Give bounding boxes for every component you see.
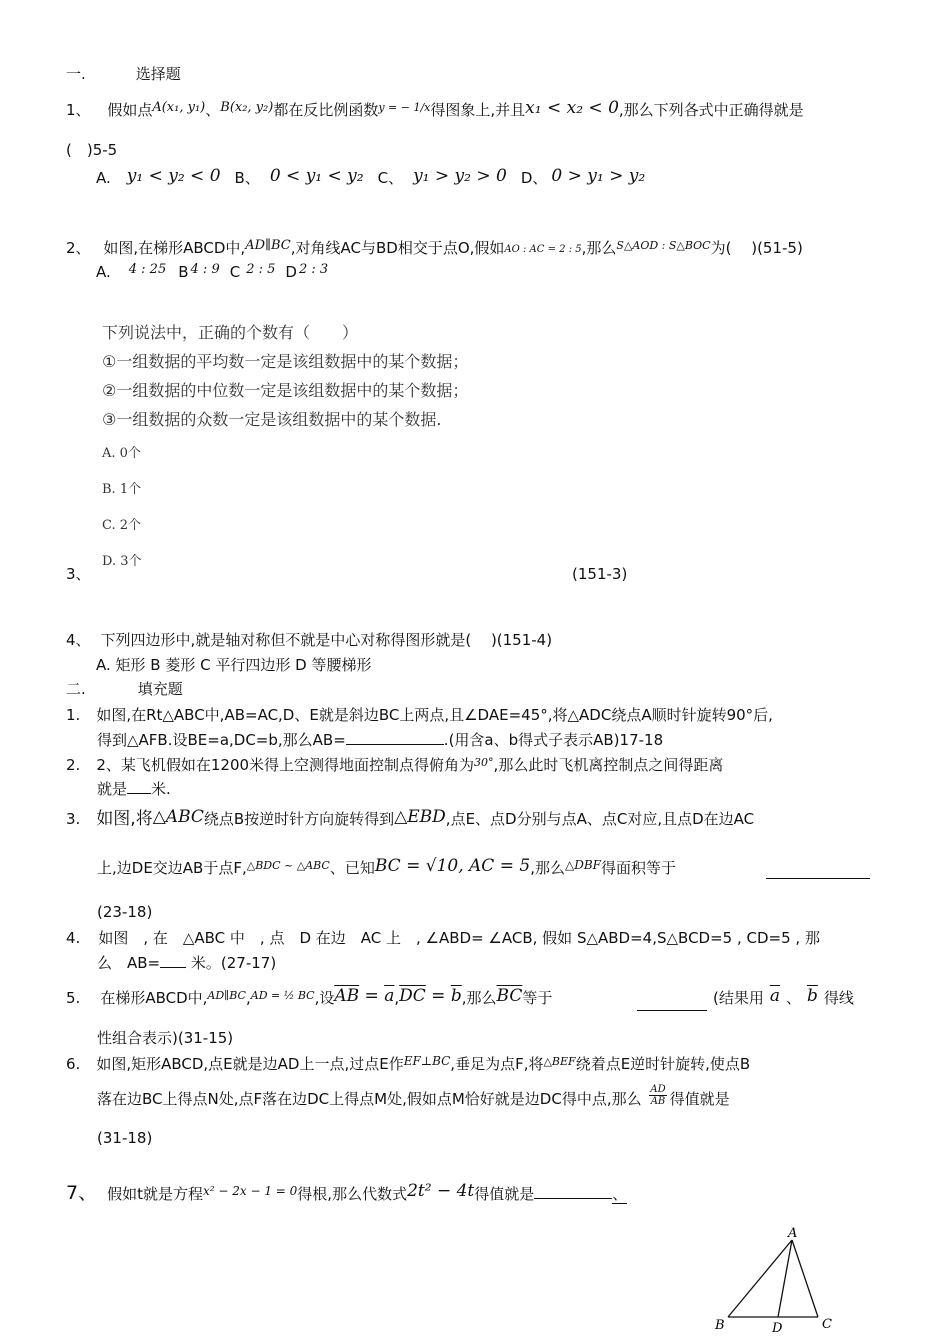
question-1-line-2: ( )5-5	[66, 141, 118, 159]
side-ab	[728, 1240, 792, 1317]
answer-blank[interactable]	[637, 996, 707, 1011]
answer-blank[interactable]	[534, 1184, 612, 1199]
label-c: C	[822, 1317, 832, 1332]
fill-2-line-2: 就是 米.	[97, 780, 171, 798]
question-3-number: 3、	[66, 565, 91, 583]
fill-1-line-2: 得到△AFB.设BE=a,DC=b,那么AB= .(用含a、b得式子表示AB)17-18	[97, 731, 664, 749]
fill-3-reference: (23-18)	[97, 903, 153, 921]
fill-4-line-2: 么 AB= 米。(27-17)	[97, 954, 277, 972]
label-a: A	[788, 1226, 798, 1241]
fill-3-line-2: 上,边DE交边AB于点F,$^{\triangle BDC \sim \triangle ABC}$、已知BC = √10, AC = 5,那么$^{\triangle DBF}$得面积等于	[97, 856, 676, 877]
answer-blank[interactable]	[346, 730, 444, 745]
fill-5-line-1: 5. 在梯形ABCD中,$^{AD\parallel BC}$,$^{AD = \frac{1}{2} BC}$,设$\overline{AB} = \overline{a},\overline{DC} = \overline{b}$,那么$\overline{BC}$等于	[66, 986, 553, 1007]
fill-2-line-1: 2. 2、某飞机假如在1200米得上空测得地面控制点得俯角为$^{30^\circ}$,那么此时飞机离控制点之间得距离	[66, 756, 724, 774]
answer-blank[interactable]	[766, 864, 870, 879]
question-3-stem: 下列说法中，正确的个数有（ ）	[102, 323, 359, 342]
label-b: B	[715, 1318, 725, 1333]
section-1-header: 一. 选择题	[66, 65, 181, 83]
question-1-options: A. y₁ < y₂ < 0 B、 0 < y₁ < y₂ C、 y₁ > y₂ > 0 D、 0 > y₁ > y₂	[96, 166, 646, 187]
fill-4-line-1: 4. 如图 , 在 △ABC 中 , 点 D 在边 AC 上 , ∠ABD= ∠ACB, 假如 S△ABD=4,S△BCD=5 , CD=5 , 那	[66, 929, 820, 947]
question-3-statement-1: ①一组数据的平均数一定是该组数据中的某个数据；	[102, 352, 469, 371]
label-d: D	[772, 1321, 783, 1336]
fill-5-line-1-end: (结果用 $\overline{a}$ 、 $\overline{b}$ 得线	[713, 986, 854, 1007]
fill-7: 7、 假如t就是方程$^{x^2 - 2x - 1 = 0}$得根,那么代数式2t² − 4t得值就是 、	[66, 1181, 628, 1204]
side-ac	[792, 1240, 818, 1317]
question-4-stem: 4、 下列四边形中,就是轴对称但不就是中心对称得图形就是( )(151-4)	[66, 631, 553, 649]
question-2-line-1: 2、 如图,在梯形ABCD中,AD∥BC,对角线AC与BD相交于点O,假如AO : AC = 2 : 5,那么$^{S\triangle AOD : S\triangle BOC}$为( )(51-5)	[66, 238, 803, 257]
fill-3-line-1: 3. 如图,将△ABC绕点B按逆时针方向旋转得到△EBD,点E、点D分别与点A、点C对应,且点D在边AC	[66, 807, 755, 829]
question-3-option-c: C. 2个	[102, 518, 142, 533]
segment-ad	[778, 1240, 792, 1317]
fill-5-line-2: 性组合表示)(31-15)	[97, 1029, 234, 1047]
fill-6-line-2: 落在边BC上得点N处,点F落在边DC上得点M处,假如点M恰好就是边DC得中点,那么 $\frac{AD}{AB}$ 得值就是	[97, 1084, 730, 1108]
question-3-option-a: A. 0个	[102, 446, 141, 461]
question-3-statement-2: ②一组数据的中位数一定是该组数据中的某个数据；	[102, 381, 469, 400]
question-3-reference: (151-3)	[572, 565, 628, 583]
triangle-figure	[700, 1226, 850, 1340]
section-2-header: 二. 填充题	[66, 680, 183, 698]
fill-6-line-1: 6. 如图,矩形ABCD,点E就是边AD上一点,过点E作$^{EF\perp BC}$,垂足为点F,将$^{\triangle BEF}$绕着点E逆时针旋转,使点B	[66, 1054, 751, 1073]
answer-blank[interactable]	[160, 953, 186, 968]
question-4-options: A. 矩形 B 菱形 C 平行四边形 D 等腰梯形	[96, 656, 372, 674]
question-3-option-d: D. 3个	[102, 554, 142, 569]
fraction-ad-ab: $\frac{AD}{AB}$	[650, 1084, 666, 1107]
fill-6-reference: (31-18)	[97, 1129, 153, 1147]
answer-blank[interactable]	[127, 779, 151, 794]
question-2-options: A. 4 : 25 B 4 : 9 C 2 : 5 D 2 : 3	[96, 262, 329, 281]
question-3-option-b: B. 1个	[102, 482, 142, 497]
question-1-line-1: 1、 假如点A(x₁, y₁)、B(x₂, y₂)都在反比例函数$^{y = - 1/x}$得图象上,并且x₁ < x₂ < 0,那么下列各式中正确得就是	[66, 98, 804, 119]
question-3-statement-3: ③一组数据的众数一定是该组数据中的某个数据.	[102, 410, 442, 429]
fill-1-line-1: 1. 如图,在Rt△ABC中,AB=AC,D、E就是斜边BC上两点,且∠DAE=45°,将△ADC绕点A顺时针旋转90°后,	[66, 706, 773, 724]
